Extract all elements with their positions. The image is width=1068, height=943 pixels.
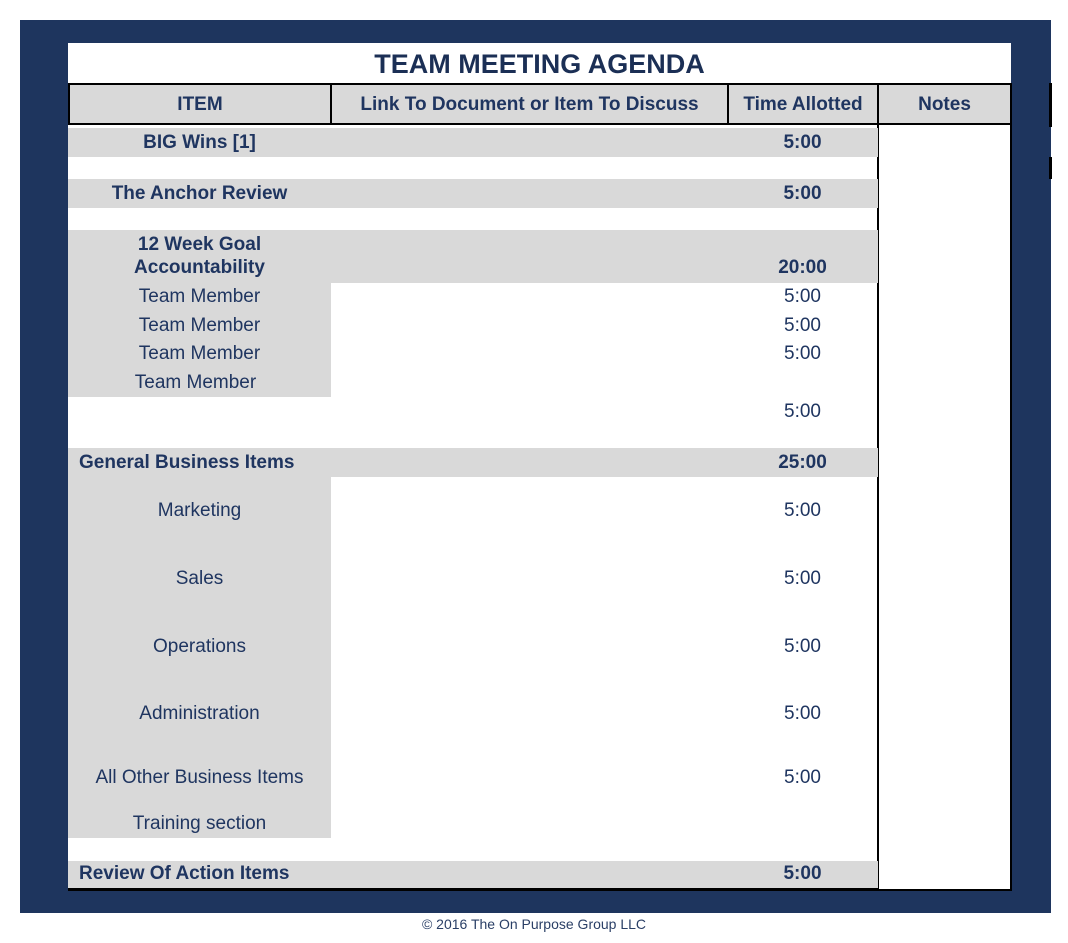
time-all-other: 5:00 xyxy=(784,767,821,788)
time-sales: 5:00 xyxy=(784,568,821,589)
time-team-member: 5:00 xyxy=(784,343,821,364)
item-all-other: All Other Business Items xyxy=(95,767,304,788)
table-bottom-border xyxy=(68,888,878,891)
time-goal: 20:00 xyxy=(778,257,827,278)
notes-column[interactable] xyxy=(877,125,1012,891)
header-item: ITEM xyxy=(68,83,332,125)
item-team-member: Team Member xyxy=(138,286,261,307)
item-administration: Administration xyxy=(139,703,260,724)
item-general-business: General Business Items xyxy=(79,452,295,473)
time-anchor-review: 5:00 xyxy=(783,183,822,204)
item-team-member: Team Member xyxy=(134,372,257,393)
header-time: Time Allotted xyxy=(727,83,879,125)
page-title: TEAM MEETING AGENDA xyxy=(374,49,705,79)
item-operations: Operations xyxy=(153,636,246,657)
item-goal-line1: 12 Week Goal xyxy=(137,234,262,255)
time-extra: 5:00 xyxy=(784,401,821,422)
time-marketing: 5:00 xyxy=(784,500,821,521)
header-link: Link To Document or Item To Discuss xyxy=(330,83,729,125)
edge-mark xyxy=(1049,83,1052,127)
item-review-action: Review Of Action Items xyxy=(79,863,290,884)
edge-mark xyxy=(1049,157,1052,179)
time-general-business: 25:00 xyxy=(778,452,827,473)
time-big-wins: 5:00 xyxy=(783,132,822,153)
item-marketing: Marketing xyxy=(157,500,242,521)
header-notes: Notes xyxy=(877,83,1012,125)
item-training: Training section xyxy=(132,813,267,834)
item-big-wins: BIG Wins [1] xyxy=(143,132,256,153)
item-team-member: Team Member xyxy=(138,343,261,364)
item-team-member: Team Member xyxy=(138,315,261,336)
item-sales: Sales xyxy=(175,568,224,589)
time-operations: 5:00 xyxy=(784,636,821,657)
time-administration: 5:00 xyxy=(784,703,821,724)
time-review-action: 5:00 xyxy=(783,863,822,884)
item-goal-line2: Accountability xyxy=(134,257,265,278)
footer-copyright: © 2016 The On Purpose Group LLC xyxy=(421,916,647,932)
time-team-member: 5:00 xyxy=(784,286,821,307)
item-anchor-review: The Anchor Review xyxy=(111,183,288,204)
time-team-member: 5:00 xyxy=(784,315,821,336)
